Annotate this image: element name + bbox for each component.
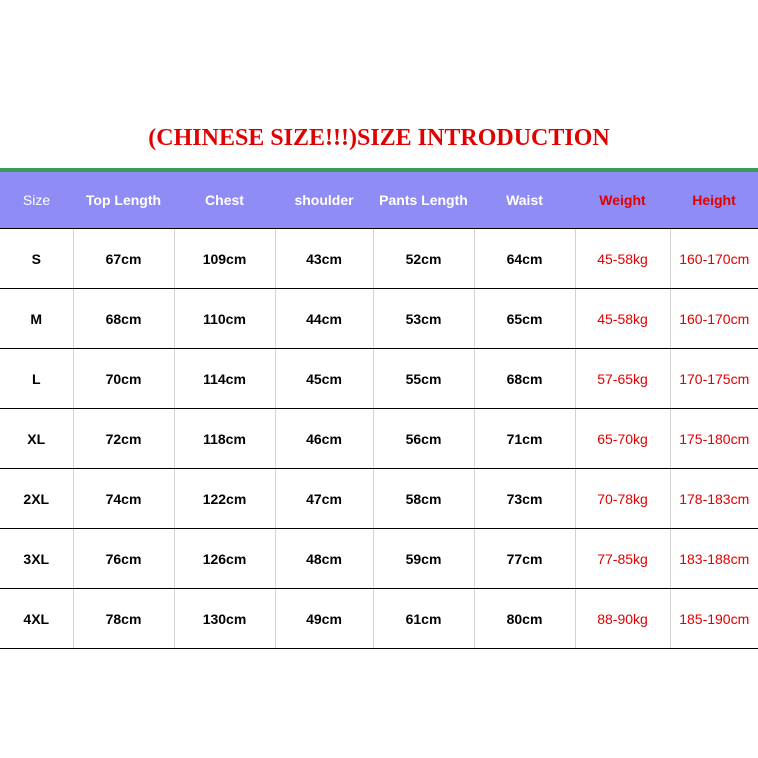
cell-shoulder: 46cm bbox=[275, 409, 373, 469]
cell-top-length: 76cm bbox=[73, 529, 174, 589]
cell-size: XL bbox=[0, 409, 73, 469]
cell-height: 175-180cm bbox=[670, 409, 758, 469]
cell-height: 185-190cm bbox=[670, 589, 758, 649]
header-weight: Weight bbox=[575, 172, 670, 229]
header-shoulder: shoulder bbox=[275, 172, 373, 229]
cell-top-length: 67cm bbox=[73, 229, 174, 289]
cell-shoulder: 49cm bbox=[275, 589, 373, 649]
cell-weight: 45-58kg bbox=[575, 289, 670, 349]
table-row bbox=[0, 289, 758, 349]
size-table bbox=[0, 172, 758, 649]
header-size: Size bbox=[0, 172, 73, 229]
cell-waist: 68cm bbox=[474, 349, 575, 409]
table-row bbox=[0, 349, 758, 409]
cell-top-length: 72cm bbox=[73, 409, 174, 469]
cell-shoulder: 44cm bbox=[275, 289, 373, 349]
cell-pants-length: 61cm bbox=[373, 589, 474, 649]
cell-waist: 65cm bbox=[474, 289, 575, 349]
cell-size: 2XL bbox=[0, 469, 73, 529]
cell-chest: 114cm bbox=[174, 349, 275, 409]
cell-pants-length: 55cm bbox=[373, 349, 474, 409]
cell-size: L bbox=[0, 349, 73, 409]
table-row bbox=[0, 529, 758, 589]
cell-waist: 80cm bbox=[474, 589, 575, 649]
cell-height: 160-170cm bbox=[670, 229, 758, 289]
cell-height: 183-188cm bbox=[670, 529, 758, 589]
header-waist: Waist bbox=[474, 172, 575, 229]
cell-top-length: 70cm bbox=[73, 349, 174, 409]
table-header-row bbox=[0, 172, 758, 229]
cell-pants-length: 53cm bbox=[373, 289, 474, 349]
cell-size: 3XL bbox=[0, 529, 73, 589]
header-top-length: Top Length bbox=[73, 172, 174, 229]
cell-pants-length: 52cm bbox=[373, 229, 474, 289]
cell-pants-length: 56cm bbox=[373, 409, 474, 469]
cell-weight: 70-78kg bbox=[575, 469, 670, 529]
cell-height: 170-175cm bbox=[670, 349, 758, 409]
page-title: (CHINESE SIZE!!!)SIZE INTRODUCTION bbox=[148, 125, 610, 151]
cell-waist: 73cm bbox=[474, 469, 575, 529]
table-row bbox=[0, 589, 758, 649]
cell-chest: 122cm bbox=[174, 469, 275, 529]
cell-waist: 71cm bbox=[474, 409, 575, 469]
cell-weight: 77-85kg bbox=[575, 529, 670, 589]
cell-height: 178-183cm bbox=[670, 469, 758, 529]
cell-size: S bbox=[0, 229, 73, 289]
cell-weight: 65-70kg bbox=[575, 409, 670, 469]
cell-weight: 45-58kg bbox=[575, 229, 670, 289]
table-row bbox=[0, 469, 758, 529]
cell-shoulder: 48cm bbox=[275, 529, 373, 589]
cell-pants-length: 58cm bbox=[373, 469, 474, 529]
cell-chest: 118cm bbox=[174, 409, 275, 469]
cell-top-length: 68cm bbox=[73, 289, 174, 349]
cell-pants-length: 59cm bbox=[373, 529, 474, 589]
cell-top-length: 78cm bbox=[73, 589, 174, 649]
cell-top-length: 74cm bbox=[73, 469, 174, 529]
cell-waist: 64cm bbox=[474, 229, 575, 289]
cell-shoulder: 47cm bbox=[275, 469, 373, 529]
table-row bbox=[0, 409, 758, 469]
cell-height: 160-170cm bbox=[670, 289, 758, 349]
cell-chest: 110cm bbox=[174, 289, 275, 349]
header-height: Height bbox=[670, 172, 758, 229]
cell-weight: 57-65kg bbox=[575, 349, 670, 409]
cell-chest: 130cm bbox=[174, 589, 275, 649]
cell-size: M bbox=[0, 289, 73, 349]
cell-shoulder: 45cm bbox=[275, 349, 373, 409]
cell-shoulder: 43cm bbox=[275, 229, 373, 289]
cell-chest: 109cm bbox=[174, 229, 275, 289]
header-pants-length: Pants Length bbox=[373, 172, 474, 229]
table-row bbox=[0, 229, 758, 289]
cell-weight: 88-90kg bbox=[575, 589, 670, 649]
cell-chest: 126cm bbox=[174, 529, 275, 589]
cell-size: 4XL bbox=[0, 589, 73, 649]
cell-waist: 77cm bbox=[474, 529, 575, 589]
header-chest: Chest bbox=[174, 172, 275, 229]
